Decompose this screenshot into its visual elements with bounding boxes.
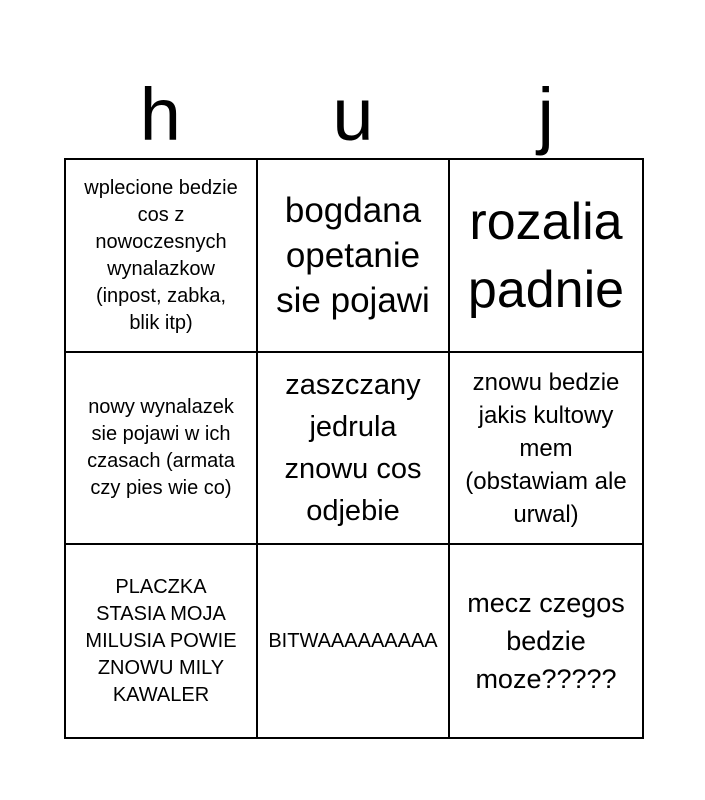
bingo-cell-text: rozalia padnie: [467, 192, 625, 319]
bingo-cell-9[interactable]: [450, 545, 642, 737]
bingo-header: [64, 72, 642, 158]
bingo-cell-text: wplecione bedzie cos z nowoczesnych wynalazkow (inpost, zabka, blik itp): [84, 176, 238, 334]
header-letter-u: u: [332, 73, 374, 156]
bingo-cell-text: PLACZKA STASIA MOJA MILUSIA POWIE ZNOWU MILY KAWALER: [85, 575, 237, 706]
header-letter-h: h: [139, 73, 181, 156]
bingo-cell-8[interactable]: [258, 545, 450, 737]
bingo-cell-1[interactable]: [66, 160, 258, 353]
bingo-cell-4[interactable]: [66, 353, 258, 545]
bingo-cell-6[interactable]: [450, 353, 642, 545]
bingo-cell-2[interactable]: [258, 160, 450, 353]
bingo-cell-5[interactable]: [258, 353, 450, 545]
bingo-cell-7[interactable]: [66, 545, 258, 737]
bingo-cell-text: nowy wynalazek sie pojawi w ich czasach (armata czy pies wie co): [87, 396, 235, 499]
bingo-cell-text: znowu bedzie jakis kultowy mem (obstawiam ale urwal): [465, 368, 627, 528]
bingo-cell-3[interactable]: [450, 160, 642, 353]
bingo-cell-text: bogdana opetanie sie pojawi: [276, 191, 430, 320]
header-letter-j: j: [537, 73, 554, 156]
bingo-cell-text: mecz czegos bedzie moze?????: [467, 588, 625, 694]
bingo-cell-text: BITWAAAAAAAAA: [268, 629, 438, 652]
bingo-cell-text: zaszczany jedrula znowu cos odjebie: [284, 369, 422, 527]
bingo-board: [64, 158, 644, 739]
